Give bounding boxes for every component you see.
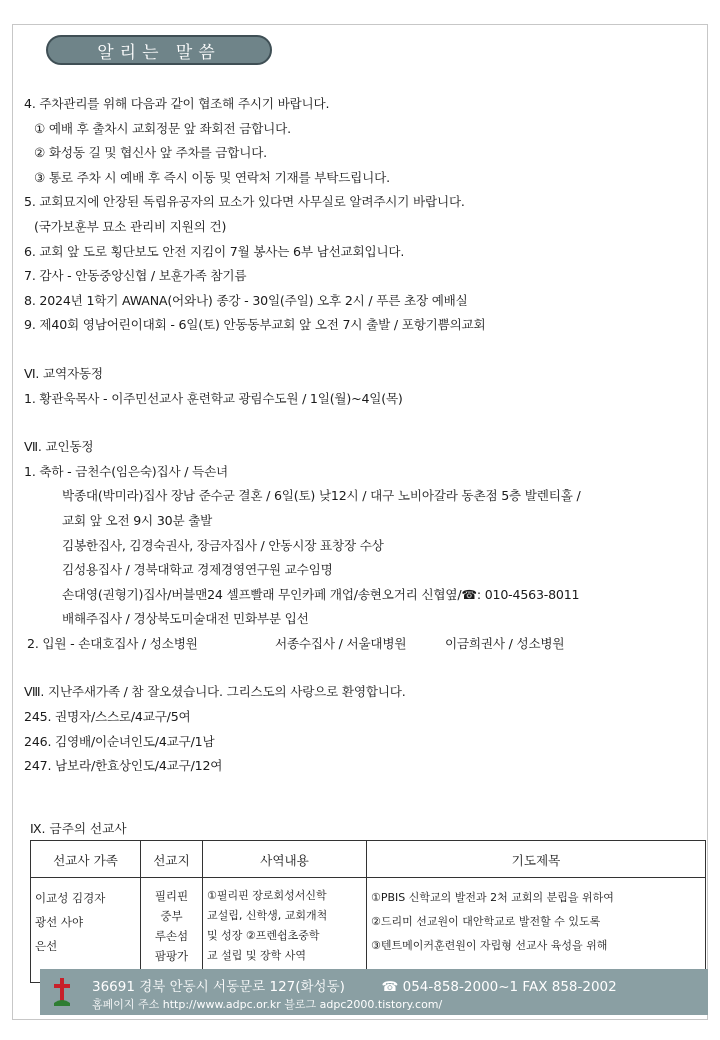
notice-7: 7. 감사 - 안동중앙신협 / 보훈가족 참기름 — [24, 268, 247, 284]
section-9-heading: Ⅸ. 금주의 선교사 — [30, 821, 127, 836]
section-7-sub: 배해주집사 / 경상북도미술대전 민화부분 입선 — [62, 611, 309, 627]
footer-address: 36691 경북 안동시 서동문로 127(화성동) — [92, 979, 345, 995]
notice-5: 5. 교회묘지에 안장된 독립유공자의 묘소가 있다면 사무실로 알려주시기 바랍니다. — [24, 194, 465, 210]
cell-line: 은선 — [35, 939, 58, 953]
cell-line: 필리핀 — [154, 889, 189, 903]
cell-line: 및 성장 ②프렌쉽초중학 — [207, 929, 320, 942]
column-header: 기도제목 — [367, 841, 706, 878]
notice-4-2: ② 화성동 길 및 협신사 앞 주차를 금합니다. — [34, 145, 267, 161]
new-family-item: 245. 권명자/스스로/4교구/5여 — [24, 709, 191, 725]
footer-phone: ☎ 054-858-2000~1 FAX 858-2002 — [381, 979, 617, 995]
cell-line: 광선 사야 — [35, 915, 84, 929]
notice-4: 4. 주차관리를 위해 다음과 같이 협조해 주시기 바랍니다. — [24, 96, 330, 111]
column-header: 사역내용 — [203, 841, 367, 878]
notice-content — [24, 92, 704, 779]
section-7-heading: Ⅶ. 교인동정 — [24, 439, 94, 455]
footer-web[interactable]: 홈페이지 주소 http://www.adpc.or.kr 블로그 adpc2000.tistory.com/ — [92, 998, 443, 1011]
cell-line: 교설립, 신학생, 교회개척 — [207, 909, 328, 922]
footer-contact-line — [92, 975, 617, 995]
cell-line: 이교성 김경자 — [35, 891, 106, 905]
notice-5-note: (국가보훈부 묘소 관리비 지원의 건) — [34, 218, 227, 234]
column-header: 선교지 — [141, 841, 203, 878]
table-row — [31, 878, 706, 983]
section-8-heading: Ⅷ. 지난주새가족 / 참 잘오셨습니다. 그리스도의 사랑으로 환영합니다. — [24, 684, 406, 700]
family-cell — [31, 878, 141, 983]
section-7-sub: 교회 앞 오전 9시 30분 출발 — [62, 512, 213, 528]
new-family-item: 246. 김영배/이순녀인도/4교구/1남 — [24, 733, 215, 749]
cell-line: ①PBIS 신학교의 발전과 2처 교회의 분립을 위하여 — [371, 891, 614, 904]
section-7-sub: 김성용집사 / 경북대학교 경제경영연구원 교수임명 — [62, 562, 333, 578]
cell-line: 중부 — [160, 909, 183, 923]
hospital-entry: 서종수집사 / 서울대병원 — [275, 635, 407, 651]
section-6-item: 1. 황관욱목사 - 이주민선교사 훈련학교 광림수도원 / 1일(월)~4일(목) — [24, 390, 403, 406]
cell-line: 교 설립 및 장학 사역 — [207, 949, 306, 962]
missionary-table — [30, 840, 706, 983]
hospital-entry: 2. 입원 - 손대호집사 / 성소병원 — [27, 635, 198, 651]
section-7-sub: 김봉한집사, 김경숙권사, 장금자집사 / 안동시장 표창장 수상 — [62, 537, 384, 553]
footer-bar — [40, 969, 708, 1015]
church-cross-logo — [52, 977, 72, 1007]
notice-4-1: ① 예배 후 출차시 교회정문 앞 좌회전 금합니다. — [34, 120, 291, 136]
section-7-sub: 손대영(권형기)집사/버블맨24 셀프빨래 무인카페 개업/송현오거리 신협옆/☎: 010-4563-8011 — [62, 586, 580, 602]
cell-line: ③텐트메이커훈련원이 자립형 선교사 육성을 위해 — [371, 939, 608, 952]
notice-6: 6. 교회 앞 도로 횡단보도 안전 지킴이 7월 봉사는 6부 남선교회입니다. — [24, 243, 405, 259]
cell-line: ②드리미 선교원이 대안학교로 발전할 수 있도록 — [371, 915, 601, 928]
hospital-entry: 이금희권사 / 성소병원 — [445, 635, 565, 651]
new-family-item: 247. 남보라/한효상인도/4교구/12여 — [24, 758, 223, 774]
section-7-item-1: 1. 축하 - 금천수(임은숙)집사 / 득손녀 — [24, 463, 228, 479]
column-header: 선교사 가족 — [31, 841, 141, 878]
page-title: 알리는 말씀 — [46, 35, 272, 65]
section-6-heading: Ⅵ. 교역자동정 — [24, 365, 103, 381]
cell-line: ①필리핀 장로회성서신학 — [207, 889, 327, 902]
cell-line: 루손섬 — [154, 929, 189, 943]
prayer-cell — [367, 878, 706, 983]
notice-4-3: ③ 통로 주차 시 예배 후 즉시 이동 및 연락처 기재를 부탁드립니다. — [34, 169, 390, 185]
ministry-cell — [203, 878, 367, 983]
notice-9: 9. 제40회 영남어린이대회 - 6일(토) 안동동부교회 앞 오전 7시 출발 / 포항기쁨의교회 — [24, 317, 486, 333]
section-7-sub: 박종대(박미라)집사 장남 준수군 결혼 / 6일(토) 낮12시 / 대구 노비아갈라 동촌점 5층 발렌티홀 / — [62, 488, 581, 504]
section-7-item-2 — [24, 632, 704, 657]
location-cell — [141, 878, 203, 983]
table-header-row — [31, 841, 706, 878]
cell-line: 팜팡가 — [154, 949, 189, 963]
notice-8: 8. 2024년 1학기 AWANA(어와나) 종강 - 30일(주일) 오후 2시 / 푸른 초장 예배실 — [24, 292, 468, 308]
